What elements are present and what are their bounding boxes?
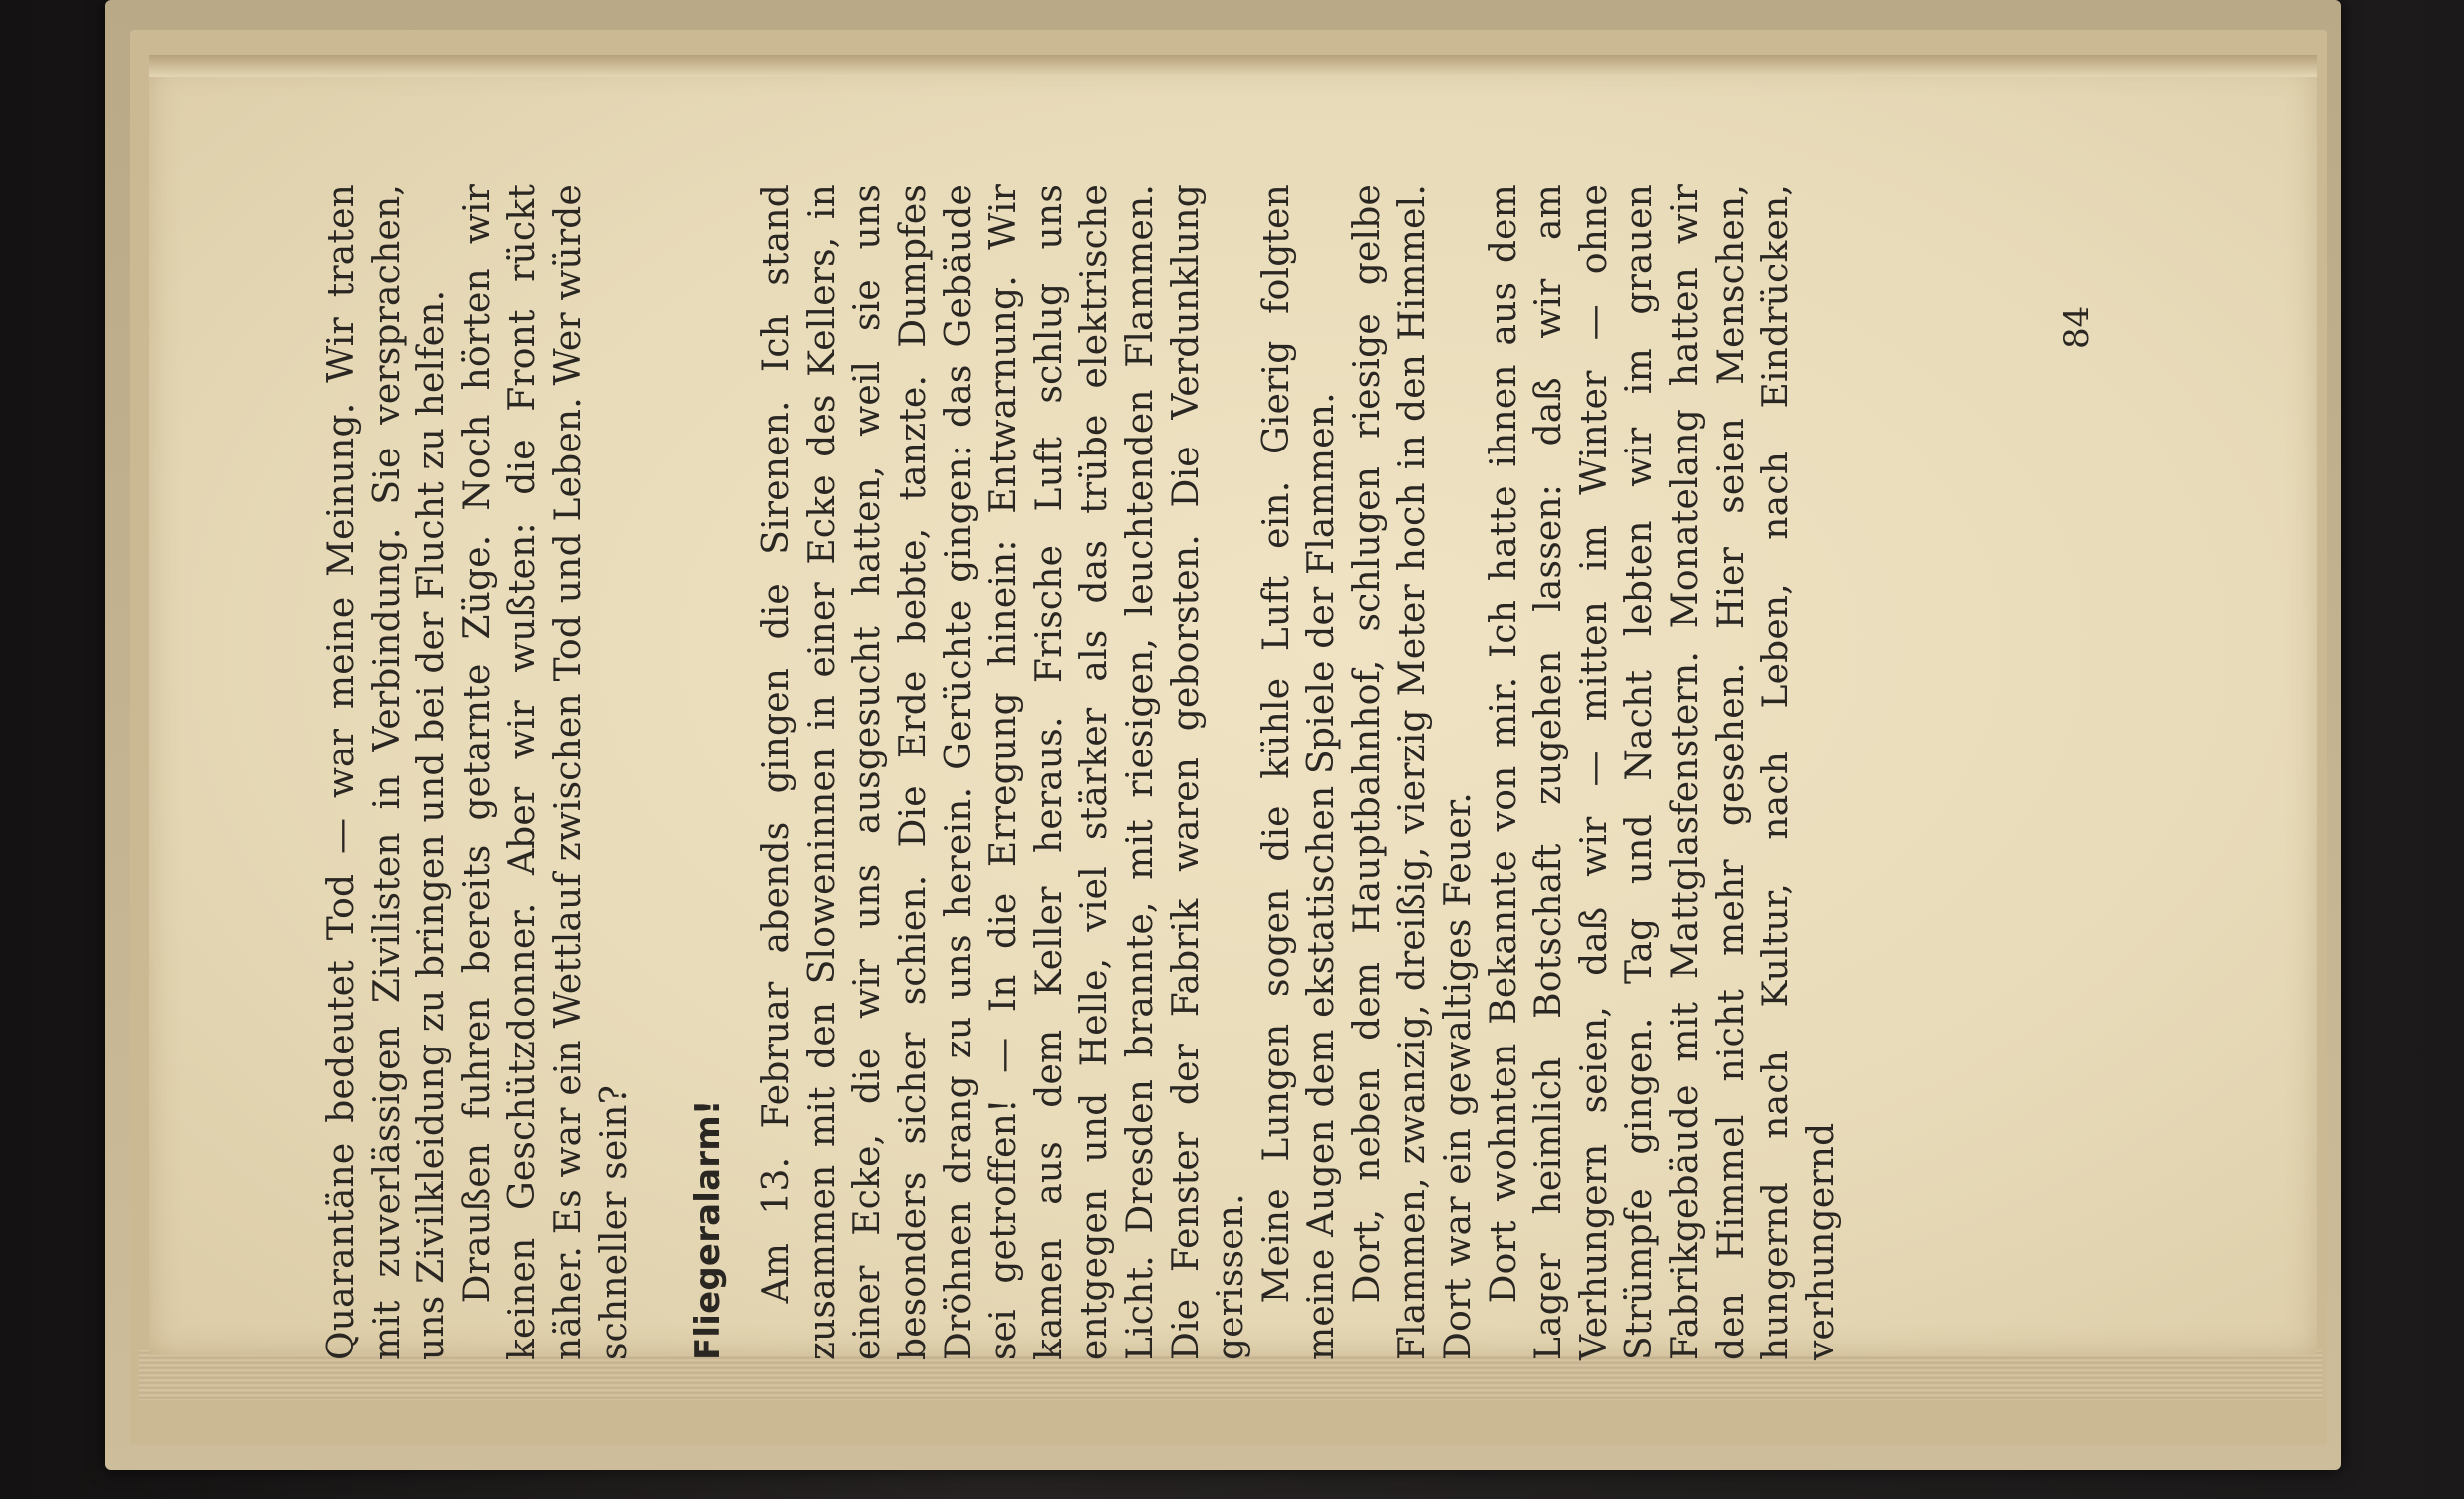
paragraph-4: Meine Lungen sogen die kühle Luft ein. Gierig folgten meine Augen dem ekstatischen Spiele der Flammen. [1255, 184, 1343, 1360]
paragraph-5: Dort, neben dem Hauptbahnhof, schlugen riesige gelbe Flammen, zwanzig, dreißig, vierzig Meter hoch in den Himmel. Dort war ein gewaltiges Feuer. [1346, 184, 1480, 1360]
paragraph-3: Am 13. Februar abends gingen die Sirenen. Ich stand zusammen mit den Sloweninnen in einer Ecke des Kellers, in einer Ecke, die wir uns ausgesucht hatten, weil sie uns besonders sicher schien. Die Erde bebte, tanzte. Dumpfes Dröhnen drang zu uns herein. Gerüchte gingen: das Gebäude sei getroffen! — In die Erregung hinein: Entwarnung. Wir kamen aus dem Keller heraus. Frische Luft schlug uns entgegen und Helle, viel stärker als das trübe elektrische Licht. Dresden brannte, mit riesigen, leuchtenden Flammen. Die Fenster der Fabrik waren geborsten. Die Verdunklung gerissen. [756, 184, 1252, 1360]
book-gutter [149, 55, 2317, 77]
section-heading: Fliegeralarm! [688, 1099, 729, 1360]
page-number: 84 [2057, 305, 2097, 349]
paragraph-1: Quarantäne bedeutet Tod — war meine Meinung. Wir traten mit zuverlässigen Zivilisten in Verbindung. Sie versprachen, uns Zivilkleidung zu bringen und bei der Flucht zu helfen. [321, 184, 453, 1360]
paragraph-6: Dort wohnten Bekannte von mir. Ich hatte ihnen aus dem Lager heimlich Botschaft zugehen lassen: daß wir am Verhungern seien, daß wir — mitten im Winter — ohne Strümpfe gingen. Tag und Nacht lebten wir im grauen Fabrikgebäude mit Mattglasfenstern. Monatelang hatten wir den Himmel nicht mehr gesehen. Hier seien Menschen, hungernd nach Kultur, nach Leben, nach Eindrücken, verhungernd [1483, 184, 1842, 1360]
paragraph-2: Draußen fuhren bereits getarnte Züge. Noch hörten wir keinen Geschützdonner. Aber wir wußten: die Front rückt näher. Es war ein Wettlauf zwischen Tod und Leben. Wer würde schneller sein? [456, 184, 635, 1360]
page-text [319, 159, 1844, 1385]
rotated-text-frame [319, 159, 2097, 1385]
